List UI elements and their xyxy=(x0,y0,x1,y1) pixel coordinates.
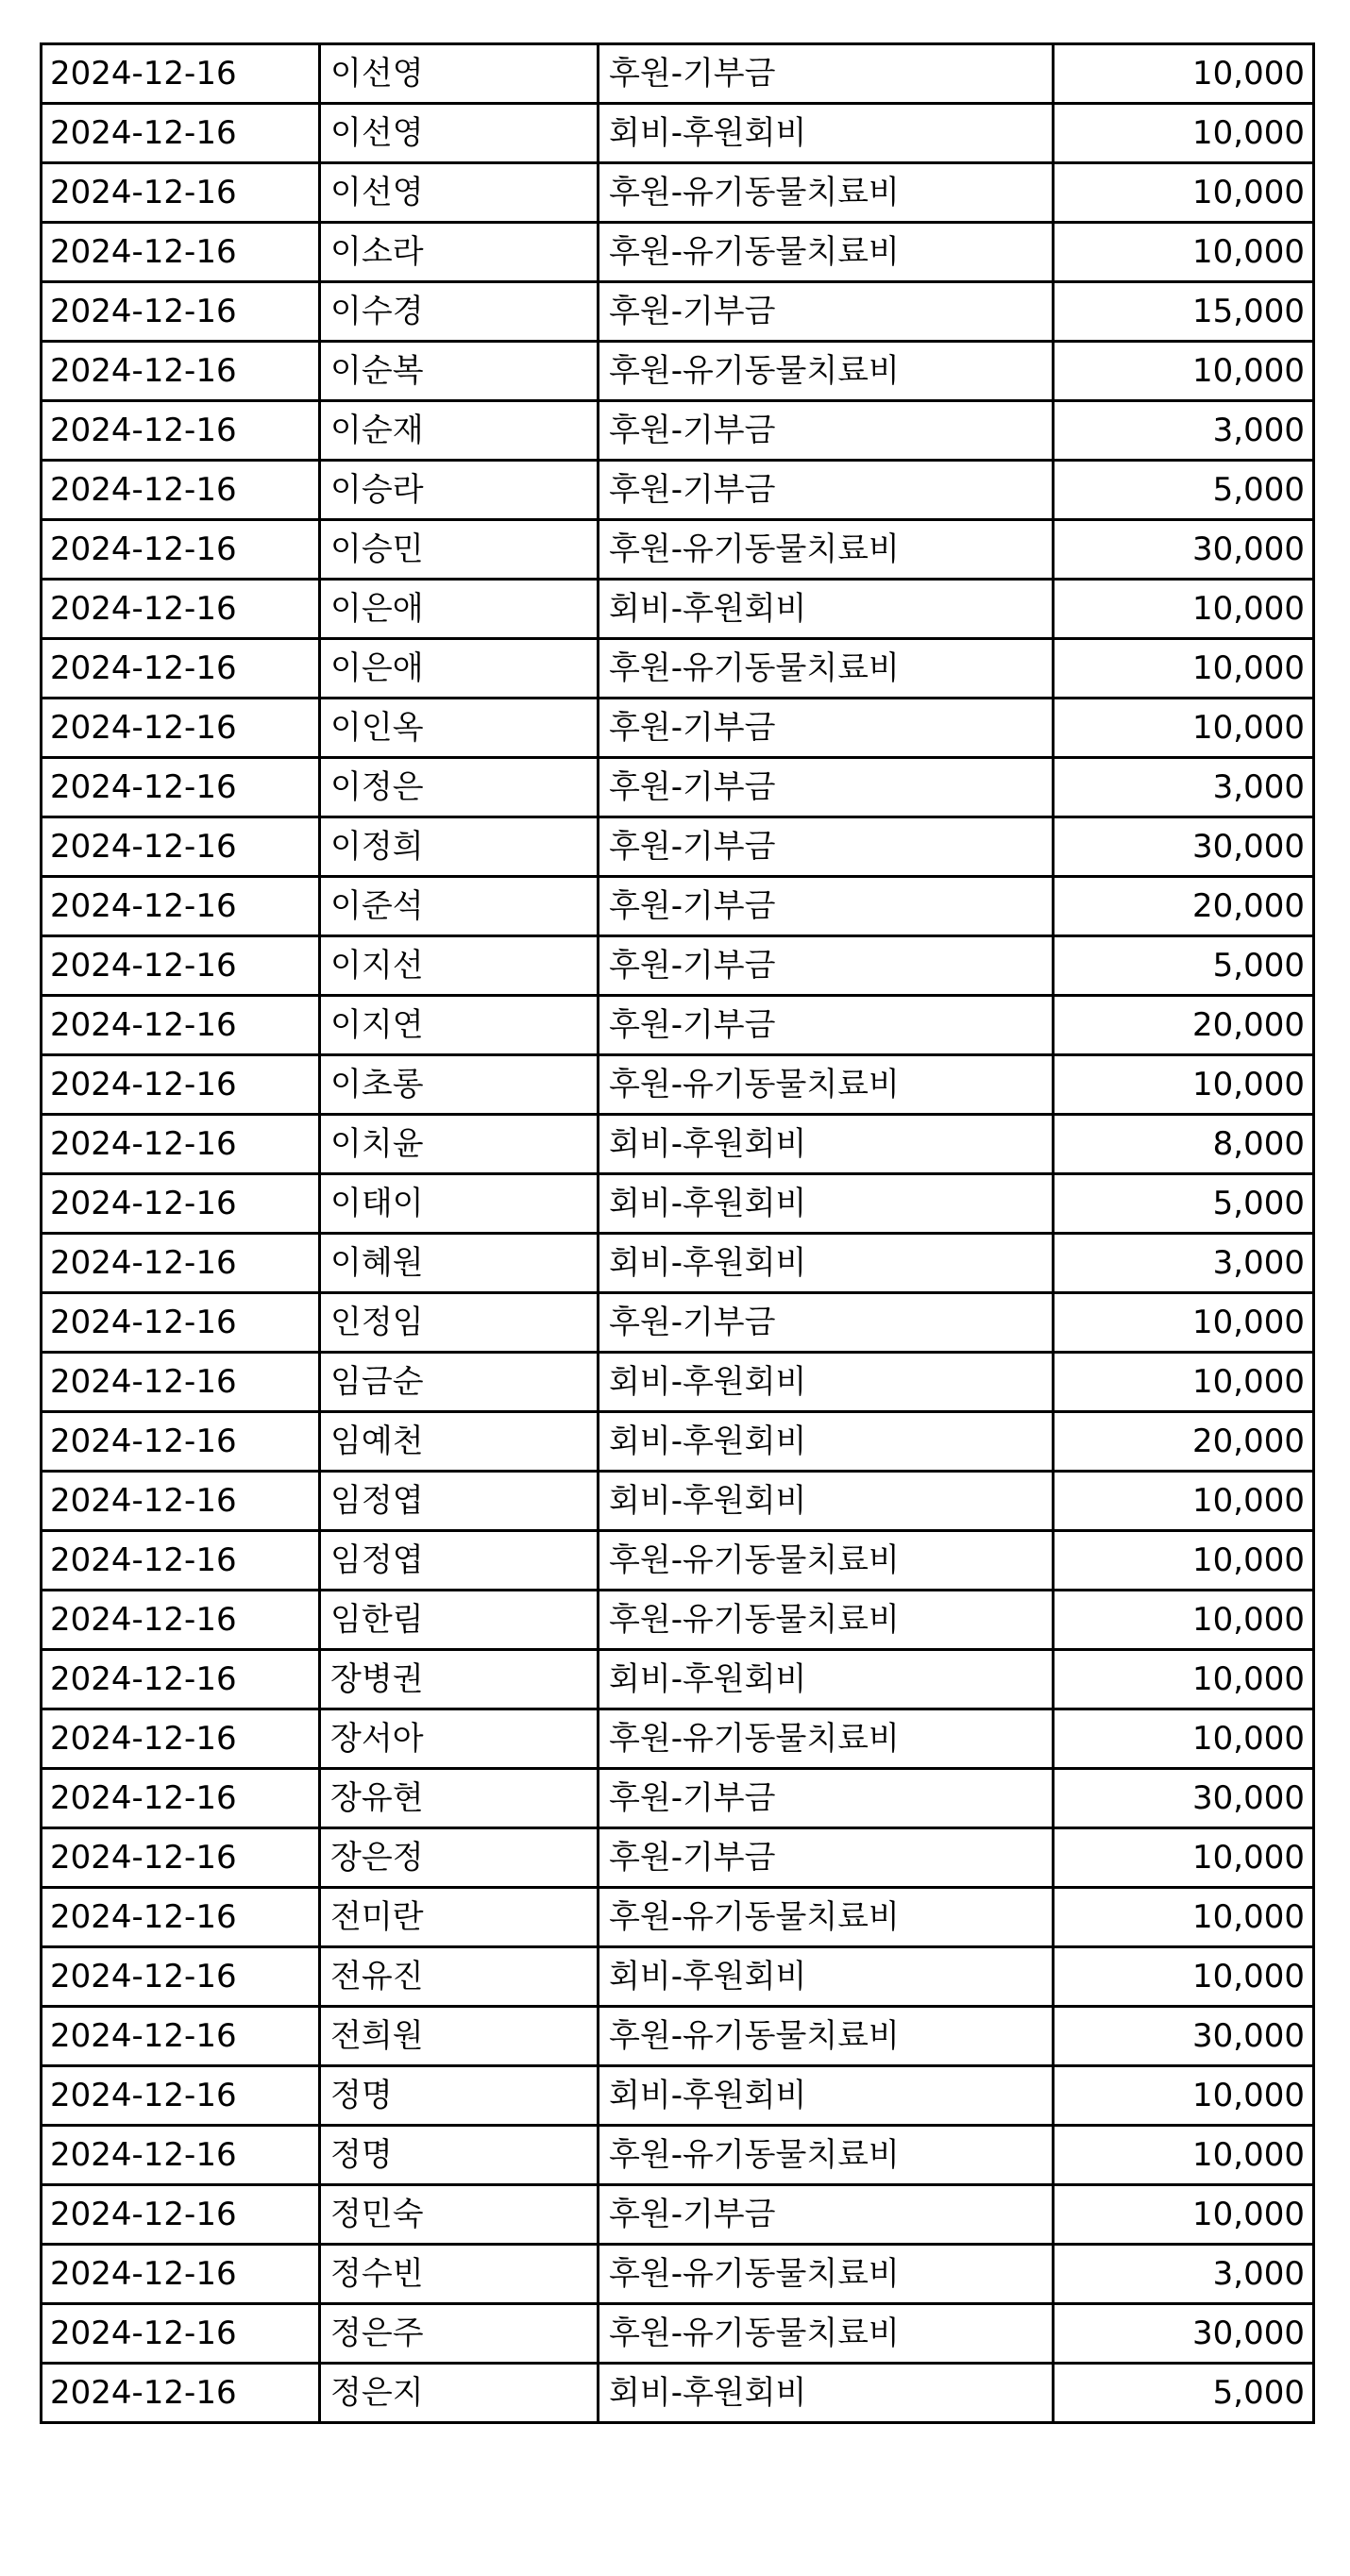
donor-name-cell: 이소라 xyxy=(320,223,599,282)
category-cell: 후원-유기동물치료비 xyxy=(599,520,1054,580)
donor-name-cell: 임정엽 xyxy=(320,1531,599,1591)
table-row xyxy=(42,282,1314,342)
date-cell: 2024-12-16 xyxy=(42,1947,320,2007)
table-row xyxy=(42,1472,1314,1531)
date-cell: 2024-12-16 xyxy=(42,2007,320,2066)
category-cell: 후원-유기동물치료비 xyxy=(599,163,1054,223)
amount-cell: 30,000 xyxy=(1054,2304,1314,2364)
table-row xyxy=(42,401,1314,461)
amount-cell: 5,000 xyxy=(1054,1174,1314,1234)
amount-cell: 10,000 xyxy=(1054,580,1314,639)
amount-cell: 10,000 xyxy=(1054,104,1314,163)
category-cell: 후원-유기동물치료비 xyxy=(599,2245,1054,2304)
amount-cell: 10,000 xyxy=(1054,1591,1314,1650)
amount-cell: 10,000 xyxy=(1054,2126,1314,2185)
donor-name-cell: 이초롱 xyxy=(320,1055,599,1115)
donor-name-cell: 이혜원 xyxy=(320,1234,599,1293)
donor-name-cell: 이승라 xyxy=(320,461,599,520)
table-row xyxy=(42,639,1314,699)
category-cell: 후원-유기동물치료비 xyxy=(599,1709,1054,1769)
date-cell: 2024-12-16 xyxy=(42,699,320,758)
table-row xyxy=(42,2185,1314,2245)
category-cell: 후원-유기동물치료비 xyxy=(599,639,1054,699)
table-row xyxy=(42,223,1314,282)
table-row xyxy=(42,1234,1314,1293)
donor-name-cell: 이은애 xyxy=(320,580,599,639)
date-cell: 2024-12-16 xyxy=(42,1234,320,1293)
donor-name-cell: 임정엽 xyxy=(320,1472,599,1531)
category-cell: 후원-기부금 xyxy=(599,817,1054,877)
date-cell: 2024-12-16 xyxy=(42,1055,320,1115)
date-cell: 2024-12-16 xyxy=(42,1769,320,1828)
date-cell: 2024-12-16 xyxy=(42,1412,320,1472)
ledger-body xyxy=(42,44,1314,2423)
date-cell: 2024-12-16 xyxy=(42,996,320,1055)
donor-name-cell: 이선영 xyxy=(320,44,599,104)
amount-cell: 10,000 xyxy=(1054,1353,1314,1412)
date-cell: 2024-12-16 xyxy=(42,2126,320,2185)
table-row xyxy=(42,758,1314,817)
date-cell: 2024-12-16 xyxy=(42,1293,320,1353)
category-cell: 회비-후원회비 xyxy=(599,1472,1054,1531)
date-cell: 2024-12-16 xyxy=(42,1591,320,1650)
category-cell: 회비-후원회비 xyxy=(599,1947,1054,2007)
category-cell: 회비-후원회비 xyxy=(599,2364,1054,2423)
donor-name-cell: 임금순 xyxy=(320,1353,599,1412)
table-row xyxy=(42,1947,1314,2007)
category-cell: 후원-기부금 xyxy=(599,401,1054,461)
donor-name-cell: 이순재 xyxy=(320,401,599,461)
amount-cell: 15,000 xyxy=(1054,282,1314,342)
amount-cell: 10,000 xyxy=(1054,1709,1314,1769)
category-cell: 회비-후원회비 xyxy=(599,1174,1054,1234)
table-row xyxy=(42,699,1314,758)
category-cell: 후원-유기동물치료비 xyxy=(599,2126,1054,2185)
date-cell: 2024-12-16 xyxy=(42,2066,320,2126)
table-row xyxy=(42,1828,1314,1888)
category-cell: 후원-기부금 xyxy=(599,1828,1054,1888)
donor-name-cell: 이은애 xyxy=(320,639,599,699)
category-cell: 후원-기부금 xyxy=(599,1769,1054,1828)
donor-name-cell: 전유진 xyxy=(320,1947,599,2007)
category-cell: 회비-후원회비 xyxy=(599,2066,1054,2126)
date-cell: 2024-12-16 xyxy=(42,1650,320,1709)
date-cell: 2024-12-16 xyxy=(42,1353,320,1412)
donor-name-cell: 이지연 xyxy=(320,996,599,1055)
table-row xyxy=(42,996,1314,1055)
table-row xyxy=(42,1591,1314,1650)
category-cell: 후원-유기동물치료비 xyxy=(599,1055,1054,1115)
category-cell: 후원-기부금 xyxy=(599,699,1054,758)
table-row xyxy=(42,1174,1314,1234)
category-cell: 회비-후원회비 xyxy=(599,1234,1054,1293)
amount-cell: 10,000 xyxy=(1054,699,1314,758)
amount-cell: 10,000 xyxy=(1054,44,1314,104)
donor-name-cell: 정명 xyxy=(320,2126,599,2185)
amount-cell: 10,000 xyxy=(1054,2066,1314,2126)
table-row xyxy=(42,2304,1314,2364)
category-cell: 후원-기부금 xyxy=(599,877,1054,936)
table-row xyxy=(42,520,1314,580)
table-row xyxy=(42,2007,1314,2066)
amount-cell: 3,000 xyxy=(1054,758,1314,817)
amount-cell: 3,000 xyxy=(1054,401,1314,461)
date-cell: 2024-12-16 xyxy=(42,2304,320,2364)
table-row xyxy=(42,1709,1314,1769)
donor-name-cell: 장은정 xyxy=(320,1828,599,1888)
table-row xyxy=(42,461,1314,520)
amount-cell: 10,000 xyxy=(1054,1472,1314,1531)
category-cell: 후원-유기동물치료비 xyxy=(599,1591,1054,1650)
date-cell: 2024-12-16 xyxy=(42,104,320,163)
donor-name-cell: 이승민 xyxy=(320,520,599,580)
table-row xyxy=(42,1293,1314,1353)
amount-cell: 5,000 xyxy=(1054,936,1314,996)
donor-name-cell: 이지선 xyxy=(320,936,599,996)
table-row xyxy=(42,580,1314,639)
date-cell: 2024-12-16 xyxy=(42,461,320,520)
table-row xyxy=(42,1531,1314,1591)
amount-cell: 10,000 xyxy=(1054,1055,1314,1115)
category-cell: 후원-기부금 xyxy=(599,758,1054,817)
amount-cell: 10,000 xyxy=(1054,1888,1314,1947)
amount-cell: 30,000 xyxy=(1054,520,1314,580)
amount-cell: 10,000 xyxy=(1054,342,1314,401)
category-cell: 회비-후원회비 xyxy=(599,1115,1054,1174)
table-row xyxy=(42,1888,1314,1947)
date-cell: 2024-12-16 xyxy=(42,2185,320,2245)
donor-name-cell: 정은지 xyxy=(320,2364,599,2423)
date-cell: 2024-12-16 xyxy=(42,520,320,580)
table-row xyxy=(42,1650,1314,1709)
table-row xyxy=(42,2066,1314,2126)
date-cell: 2024-12-16 xyxy=(42,223,320,282)
table-row xyxy=(42,1055,1314,1115)
donation-ledger-table xyxy=(40,42,1315,2424)
date-cell: 2024-12-16 xyxy=(42,44,320,104)
date-cell: 2024-12-16 xyxy=(42,282,320,342)
amount-cell: 10,000 xyxy=(1054,1828,1314,1888)
amount-cell: 20,000 xyxy=(1054,1412,1314,1472)
amount-cell: 3,000 xyxy=(1054,2245,1314,2304)
amount-cell: 10,000 xyxy=(1054,163,1314,223)
table-row xyxy=(42,2245,1314,2304)
donor-name-cell: 인정임 xyxy=(320,1293,599,1353)
category-cell: 후원-유기동물치료비 xyxy=(599,2007,1054,2066)
donor-name-cell: 이치윤 xyxy=(320,1115,599,1174)
amount-cell: 8,000 xyxy=(1054,1115,1314,1174)
category-cell: 회비-후원회비 xyxy=(599,1650,1054,1709)
donor-name-cell: 이태이 xyxy=(320,1174,599,1234)
table-row xyxy=(42,877,1314,936)
amount-cell: 5,000 xyxy=(1054,2364,1314,2423)
date-cell: 2024-12-16 xyxy=(42,1115,320,1174)
date-cell: 2024-12-16 xyxy=(42,2245,320,2304)
table-row xyxy=(42,163,1314,223)
donor-name-cell: 장서아 xyxy=(320,1709,599,1769)
category-cell: 후원-유기동물치료비 xyxy=(599,223,1054,282)
amount-cell: 10,000 xyxy=(1054,2185,1314,2245)
table-row xyxy=(42,2364,1314,2423)
category-cell: 후원-기부금 xyxy=(599,936,1054,996)
category-cell: 후원-기부금 xyxy=(599,1293,1054,1353)
category-cell: 후원-기부금 xyxy=(599,996,1054,1055)
category-cell: 회비-후원회비 xyxy=(599,104,1054,163)
amount-cell: 10,000 xyxy=(1054,223,1314,282)
table-row xyxy=(42,104,1314,163)
category-cell: 후원-기부금 xyxy=(599,44,1054,104)
table-row xyxy=(42,342,1314,401)
donor-name-cell: 이순복 xyxy=(320,342,599,401)
date-cell: 2024-12-16 xyxy=(42,342,320,401)
date-cell: 2024-12-16 xyxy=(42,1709,320,1769)
amount-cell: 30,000 xyxy=(1054,1769,1314,1828)
date-cell: 2024-12-16 xyxy=(42,758,320,817)
category-cell: 후원-유기동물치료비 xyxy=(599,342,1054,401)
amount-cell: 3,000 xyxy=(1054,1234,1314,1293)
donor-name-cell: 임한림 xyxy=(320,1591,599,1650)
donor-name-cell: 이인옥 xyxy=(320,699,599,758)
donor-name-cell: 전미란 xyxy=(320,1888,599,1947)
date-cell: 2024-12-16 xyxy=(42,580,320,639)
amount-cell: 20,000 xyxy=(1054,877,1314,936)
date-cell: 2024-12-16 xyxy=(42,1174,320,1234)
date-cell: 2024-12-16 xyxy=(42,817,320,877)
amount-cell: 30,000 xyxy=(1054,817,1314,877)
amount-cell: 10,000 xyxy=(1054,639,1314,699)
donor-name-cell: 이정희 xyxy=(320,817,599,877)
donor-name-cell: 정민숙 xyxy=(320,2185,599,2245)
category-cell: 후원-유기동물치료비 xyxy=(599,1888,1054,1947)
table-row xyxy=(42,936,1314,996)
donor-name-cell: 이수경 xyxy=(320,282,599,342)
donor-name-cell: 이정은 xyxy=(320,758,599,817)
table-row xyxy=(42,1769,1314,1828)
donor-name-cell: 이준석 xyxy=(320,877,599,936)
amount-cell: 30,000 xyxy=(1054,2007,1314,2066)
amount-cell: 10,000 xyxy=(1054,1531,1314,1591)
donor-name-cell: 장병권 xyxy=(320,1650,599,1709)
table-row xyxy=(42,817,1314,877)
donor-name-cell: 이선영 xyxy=(320,163,599,223)
date-cell: 2024-12-16 xyxy=(42,163,320,223)
amount-cell: 10,000 xyxy=(1054,1293,1314,1353)
donor-name-cell: 장유현 xyxy=(320,1769,599,1828)
amount-cell: 10,000 xyxy=(1054,1650,1314,1709)
category-cell: 후원-기부금 xyxy=(599,2185,1054,2245)
table-row xyxy=(42,44,1314,104)
amount-cell: 10,000 xyxy=(1054,1947,1314,2007)
donor-name-cell: 정수빈 xyxy=(320,2245,599,2304)
category-cell: 후원-기부금 xyxy=(599,282,1054,342)
date-cell: 2024-12-16 xyxy=(42,1888,320,1947)
amount-cell: 5,000 xyxy=(1054,461,1314,520)
date-cell: 2024-12-16 xyxy=(42,936,320,996)
date-cell: 2024-12-16 xyxy=(42,401,320,461)
date-cell: 2024-12-16 xyxy=(42,1472,320,1531)
category-cell: 후원-유기동물치료비 xyxy=(599,2304,1054,2364)
donor-name-cell: 전희원 xyxy=(320,2007,599,2066)
table-row xyxy=(42,2126,1314,2185)
donor-name-cell: 정명 xyxy=(320,2066,599,2126)
category-cell: 회비-후원회비 xyxy=(599,1412,1054,1472)
donor-name-cell: 정은주 xyxy=(320,2304,599,2364)
date-cell: 2024-12-16 xyxy=(42,877,320,936)
category-cell: 후원-기부금 xyxy=(599,461,1054,520)
date-cell: 2024-12-16 xyxy=(42,2364,320,2423)
date-cell: 2024-12-16 xyxy=(42,1828,320,1888)
donor-name-cell: 이선영 xyxy=(320,104,599,163)
category-cell: 후원-유기동물치료비 xyxy=(599,1531,1054,1591)
amount-cell: 20,000 xyxy=(1054,996,1314,1055)
category-cell: 회비-후원회비 xyxy=(599,1353,1054,1412)
donor-name-cell: 임예천 xyxy=(320,1412,599,1472)
table-row xyxy=(42,1115,1314,1174)
date-cell: 2024-12-16 xyxy=(42,1531,320,1591)
table-row xyxy=(42,1412,1314,1472)
table-row xyxy=(42,1353,1314,1412)
category-cell: 회비-후원회비 xyxy=(599,580,1054,639)
date-cell: 2024-12-16 xyxy=(42,639,320,699)
